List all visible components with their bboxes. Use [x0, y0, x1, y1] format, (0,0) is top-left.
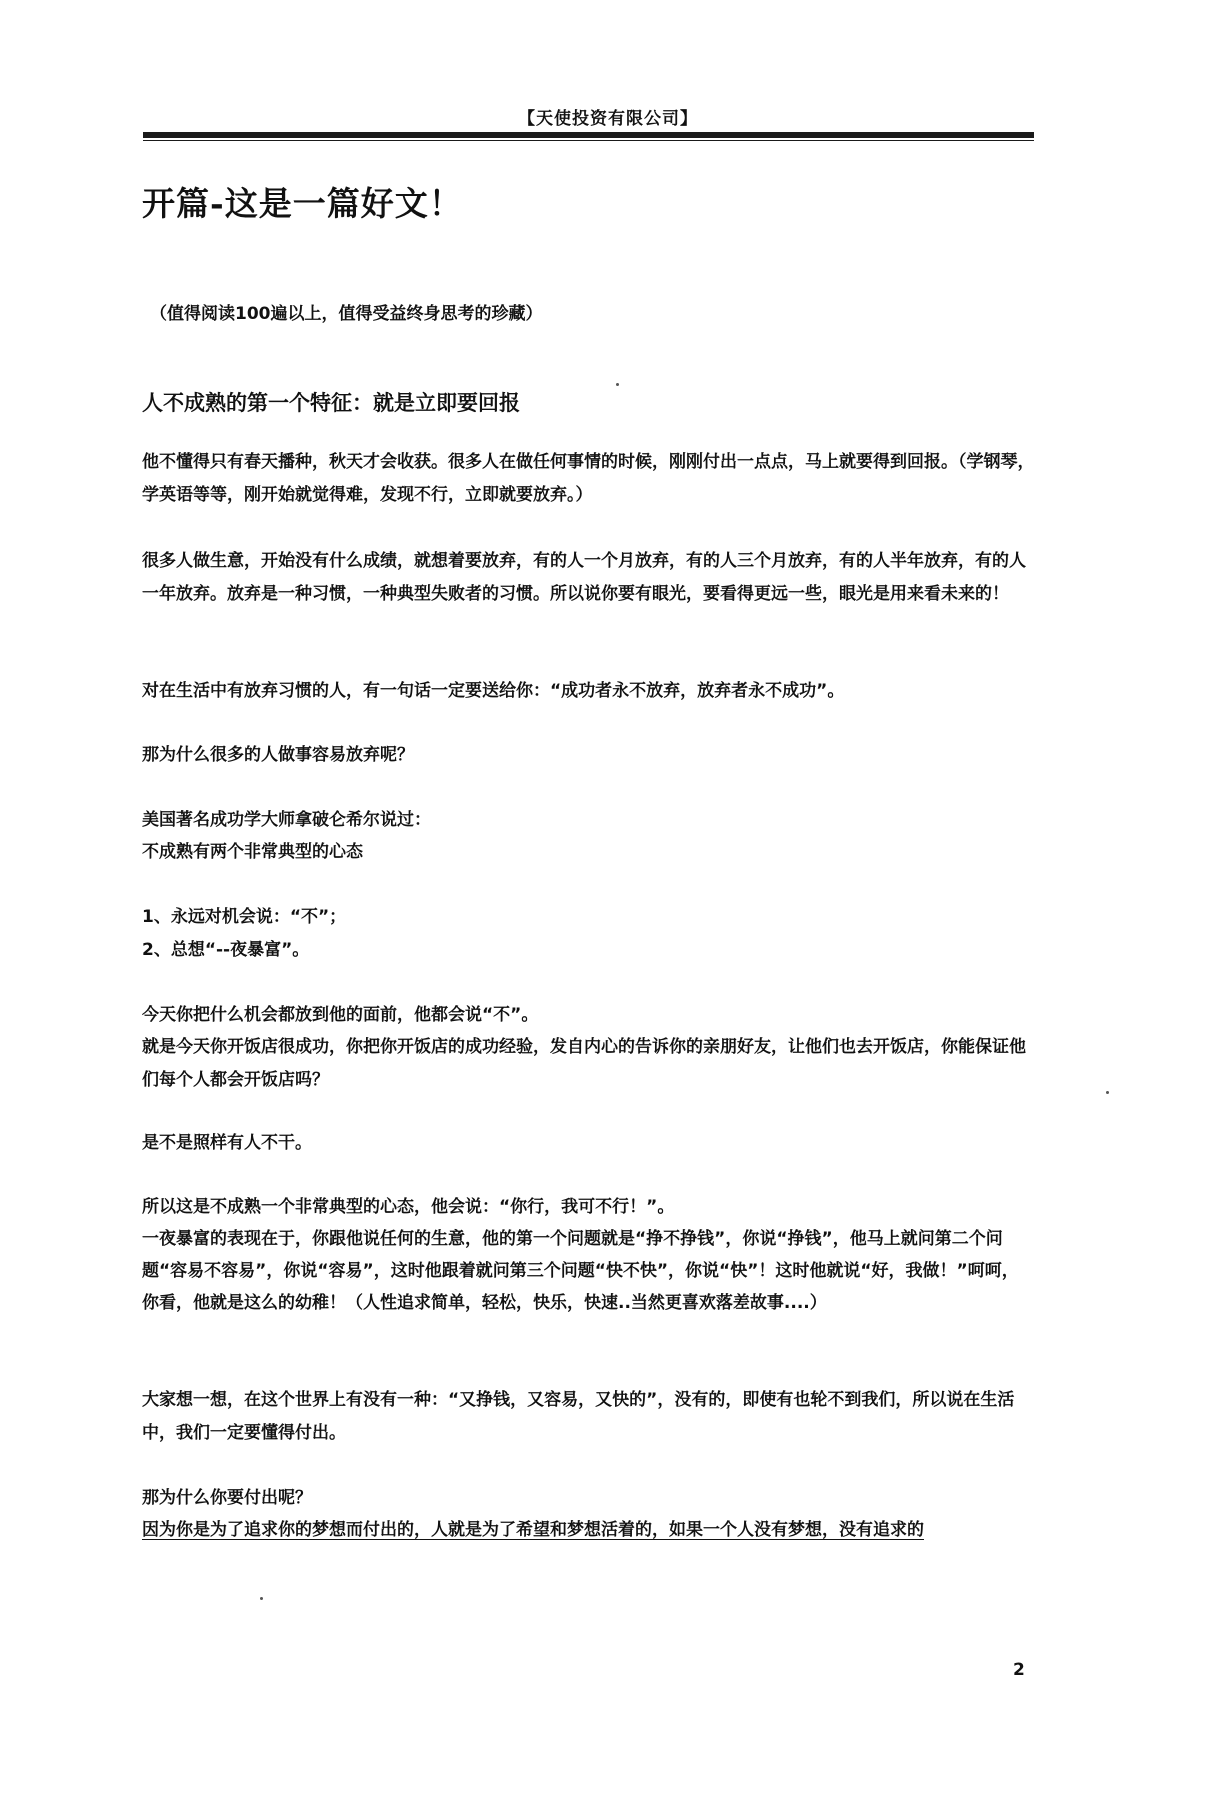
paragraph: 不成熟有两个非常典型的心态 — [142, 842, 363, 862]
paragraph: 大家想一想，在这个世界上有没有一种：“又挣钱，又容易，又快的”，没有的，即使有也轮不到我们，所以说在生活中，我们一定要懂得付出。 — [142, 1390, 1015, 1443]
underlined-paragraph: 因为你是为了追求你的梦想而付出的，人就是为了希望和梦想活着的，如果一个人没有梦想，没有追求的 — [142, 1520, 924, 1540]
list-item: 2、总想“--夜暴富”。 — [142, 940, 310, 960]
header-rule — [143, 132, 1034, 138]
section-heading: 人不成熟的第一个特征：就是立即要回报 — [142, 391, 520, 415]
scan-speck — [616, 383, 619, 386]
company-header: 【天使投资有限公司】 — [518, 109, 698, 129]
scan-speck — [260, 1597, 263, 1600]
paragraph: 美国著名成功学大师拿破仑希尔说过： — [142, 810, 431, 830]
paragraph: 对在生活中有放弃习惯的人，有一句话一定要送给你：“成功者永不放弃，放弃者永不成功”。 — [142, 681, 845, 701]
page-title: 开篇-这是一篇好文！ — [142, 184, 463, 223]
paragraph: 就是今天你开饭店很成功，你把你开饭店的成功经验，发自内心的告诉你的亲朋好友，让他们也去开饭店，你能保证他们每个人都会开饭店吗？ — [142, 1037, 1026, 1090]
paragraph: 他不懂得只有春天播种，秋天才会收获。很多人在做任何事情的时候，刚刚付出一点点，马上就要得到回报。（学钢琴，学英语等等，刚开始就觉得难，发现不行，立即就要放弃。） — [142, 452, 1035, 505]
scan-speck — [1106, 1091, 1109, 1094]
paragraph: 所以这是不成熟一个非常典型的心态，他会说：“你行，我可不行！”。 — [142, 1197, 675, 1217]
paragraph: 今天你把什么机会都放到他的面前，他都会说“不”。 — [142, 1005, 539, 1025]
page-number: 2 — [1013, 1660, 1025, 1680]
page-subtitle: （值得阅读100遍以上，值得受益终身思考的珍藏） — [150, 304, 543, 324]
list-item: 1、永远对机会说：“不”； — [142, 907, 347, 927]
paragraph: 是不是照样有人不干。 — [142, 1133, 312, 1153]
paragraph: 那为什么你要付出呢？ — [142, 1488, 312, 1508]
paragraph: 很多人做生意，开始没有什么成绩，就想着要放弃，有的人一个月放弃，有的人三个月放弃，有的人半年放弃，有的人一年放弃。放弃是一种习惯，一种典型失败者的习惯。所以说你要有眼光，要看得更远一些，眼光是用来看未来的！ — [142, 551, 1026, 604]
paragraph: 一夜暴富的表现在于，你跟他说任何的生意，他的第一个问题就是“挣不挣钱”，你说“挣钱”，他马上就问第二个问题“容易不容易”，你说“容易”，这时他跟着就问第三个问题“快不快”，你说“快”！这时他就说“好，我做！”呵呵，你看，他就是这么的幼稚！（人性追求简单，轻松，快乐，快速..当然更喜欢落差故事....） — [142, 1229, 1019, 1313]
paragraph: 那为什么很多的人做事容易放弃呢？ — [142, 745, 414, 765]
